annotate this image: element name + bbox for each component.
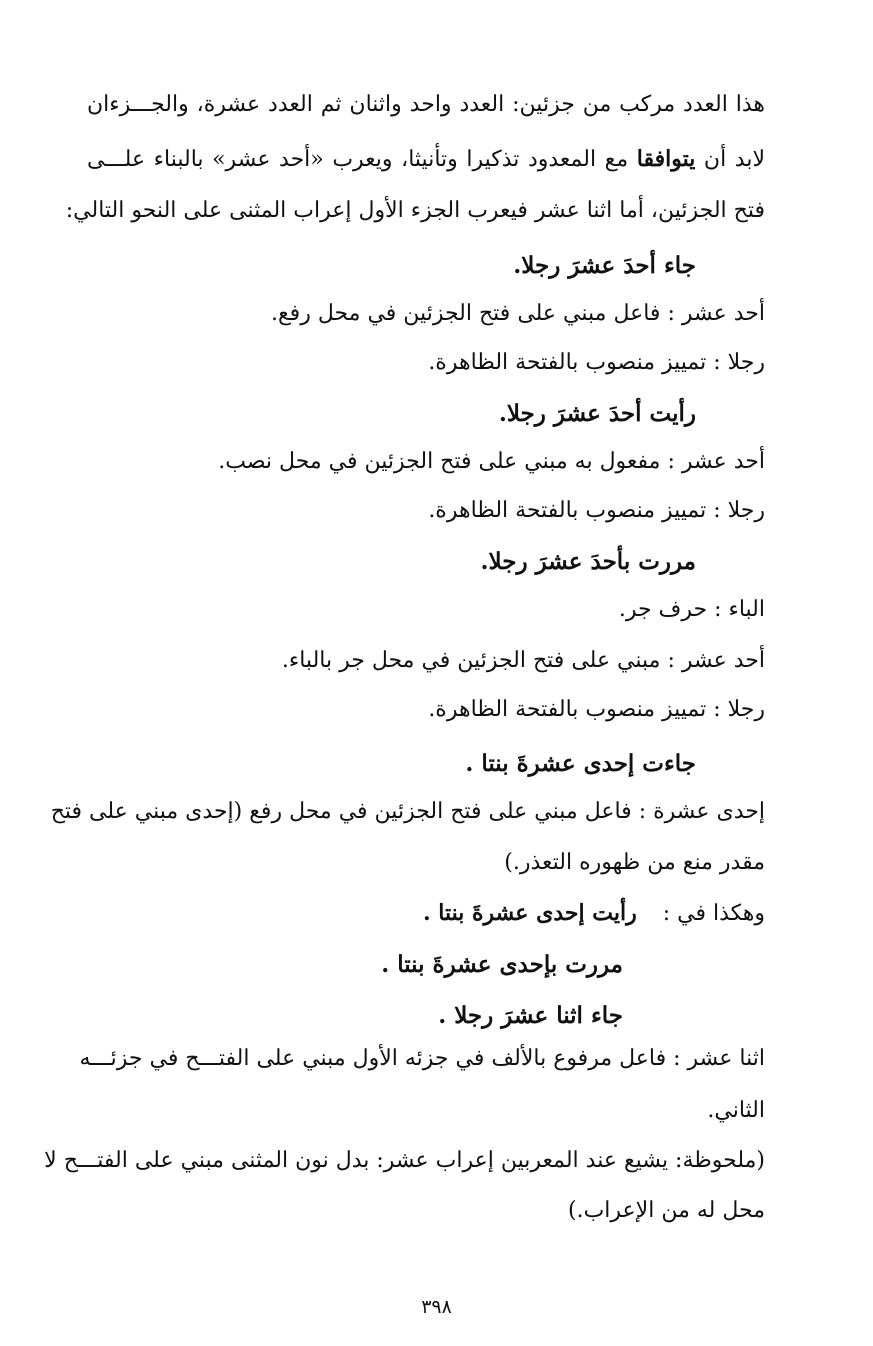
example-3-analysis-1: الباء : حرف جر. — [618, 597, 765, 622]
example-2-sentence: رأيت أحدَ عشرَ رجلا. — [498, 400, 696, 427]
intro-line-2 — [87, 146, 765, 173]
example-1-sentence: جاء أحدَ عشرَ رجلا. — [513, 252, 696, 279]
example-2-analysis-1: أحد عشر : مفعول به مبني على فتح الجزئين في محل نصب. — [218, 449, 765, 474]
intro-line-2-end: مع المعدود تذكيرا وتأنيثا، ويعرب «أحد عشر» بالبناء علـــى — [87, 147, 637, 172]
also-example-1: رأيت إحدى عشرةَ بنتا . — [422, 900, 637, 926]
example-4-analysis-1: إحدى عشرة : فاعل مبني على فتح الجزئين في محل رفع (إحدى مبني على فتح — [50, 799, 765, 824]
example-3-analysis-2: أحد عشر : مبني على فتح الجزئين في محل جر بالباء. — [281, 648, 765, 673]
also-example-3: جاء اثنا عشرَ رجلا . — [438, 1002, 623, 1029]
example-1-analysis-1: أحد عشر : فاعل مبني على فتح الجزئين في محل رفع. — [270, 301, 765, 326]
note-line-2: محل له من الإعراب.) — [568, 1198, 765, 1223]
intro-line-2-start: لابد أن — [695, 147, 765, 172]
ithna-analysis-1: اثنا عشر : فاعل مرفوع بالألف في جزئه الأول مبني على الفتـــح في جزئـــه — [79, 1046, 765, 1071]
example-3-sentence: مررت بأحدَ عشرَ رجلا. — [480, 548, 696, 575]
intro-line-1: هذا العدد مركب من جزئين: العدد واحد واثنان ثم العدد عشرة، والجـــزءان — [87, 92, 765, 117]
example-3-analysis-3: رجلا : تمييز منصوب بالفتحة الظاهرة. — [428, 697, 765, 722]
example-1-analysis-2: رجلا : تمييز منصوب بالفتحة الظاهرة. — [428, 350, 765, 375]
intro-line-2-bold-word: يتوافقا — [636, 146, 696, 172]
note-line-1: (ملحوظة: يشيع عند المعربين إعراب عشر: بدل نون المثنى مبني على الفتـــح لا — [44, 1148, 765, 1173]
page-number: ٣٩٨ — [421, 1296, 452, 1318]
example-4-sentence: جاءت إحدى عشرةَ بنتا . — [465, 750, 696, 777]
also-label: وهكذا في : — [662, 901, 765, 926]
example-2-analysis-2: رجلا : تمييز منصوب بالفتحة الظاهرة. — [428, 498, 765, 523]
example-4-analysis-2: مقدر منع من ظهوره التعذر.) — [504, 850, 765, 875]
also-example-2: مررت بإحدى عشرةَ بنتا . — [381, 951, 623, 978]
intro-line-3: فتح الجزئين، أما اثنا عشر فيعرب الجزء الأول إعراب المثنى على النحو التالي: — [65, 198, 765, 223]
ithna-analysis-2: الثاني. — [707, 1098, 765, 1123]
also-row — [423, 900, 765, 927]
